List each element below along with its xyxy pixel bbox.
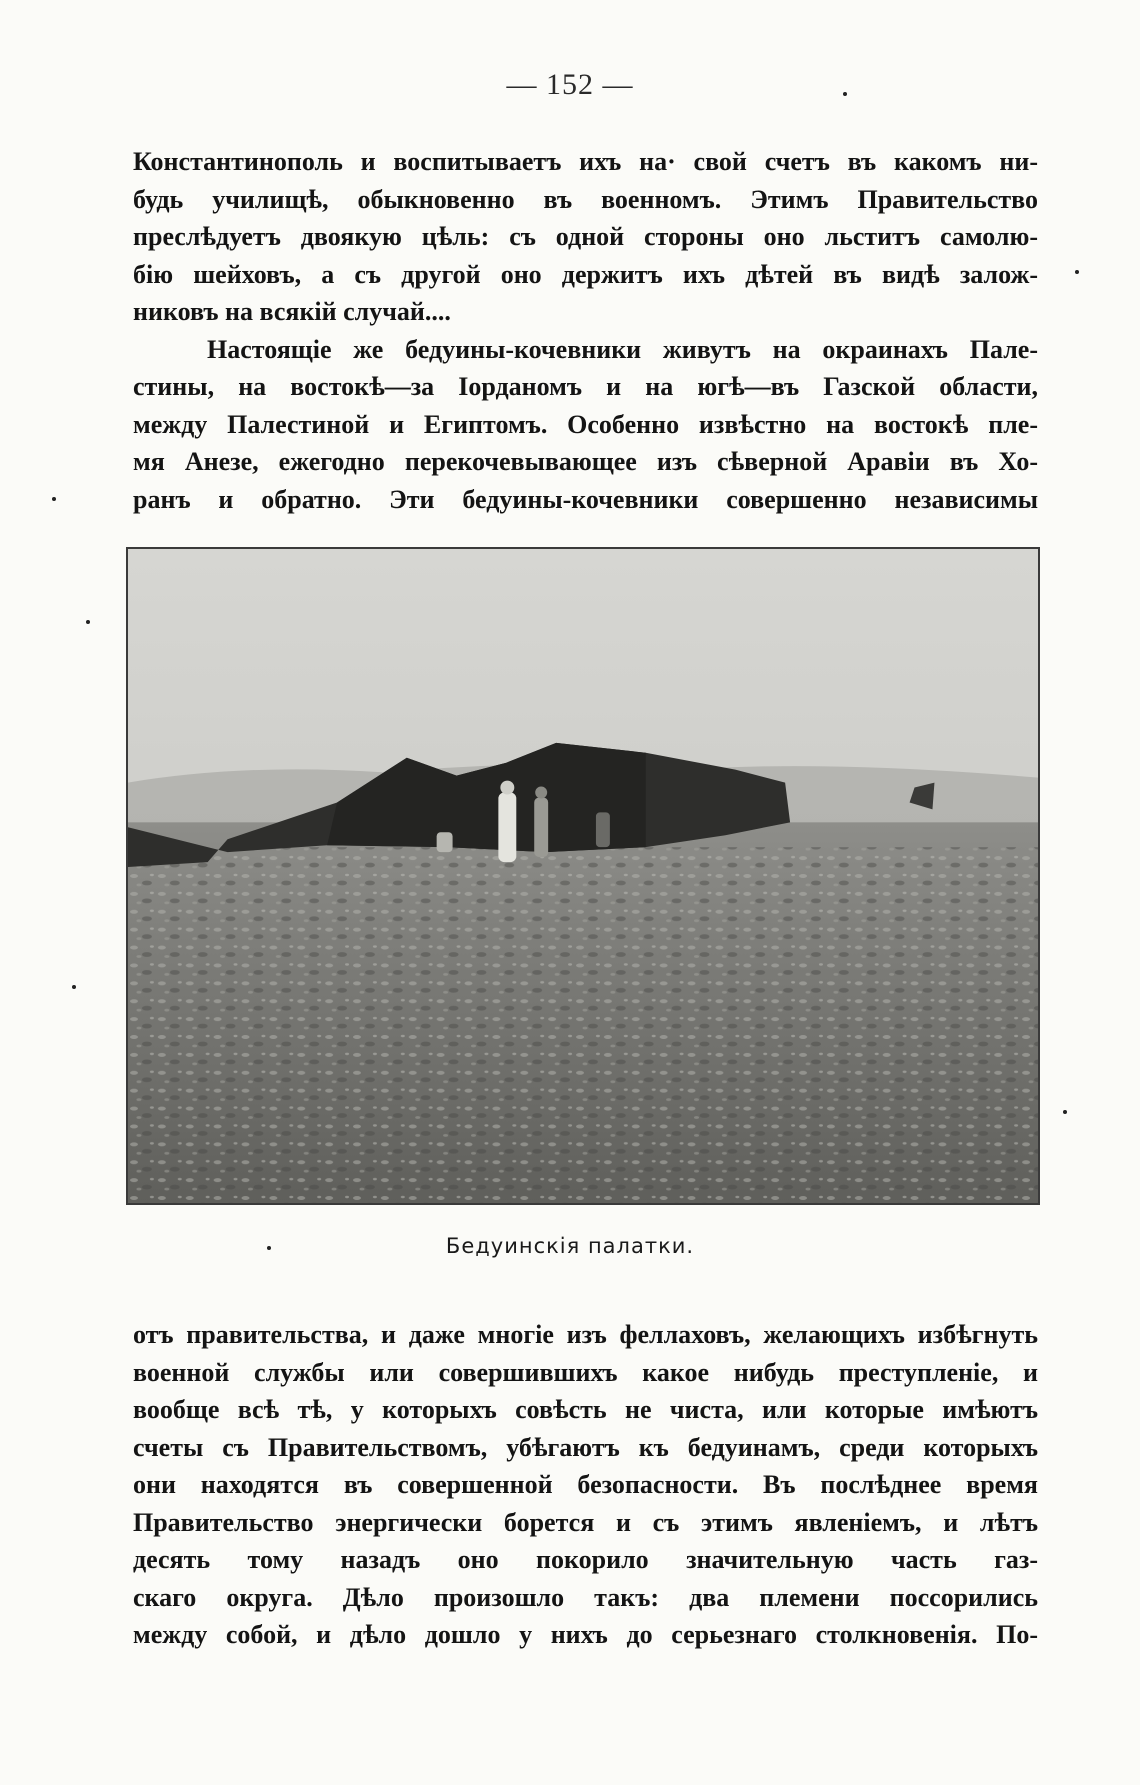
page-number: — 152 —	[506, 68, 634, 101]
text-line: преслѣдуетъ двоякую цѣль: съ одной стороны оно льститъ самолю-	[133, 222, 1038, 251]
text-line: Настоящіе же бедуины-кочевники живутъ на окраинахъ Пале-	[207, 334, 1038, 364]
text-line: отъ правительства, и даже многіе изъ феллаховъ, желающихъ избѣгнуть	[133, 1320, 1038, 1349]
photo-bedouin-tents	[126, 547, 1040, 1205]
print-speck	[843, 92, 847, 96]
text-line: между Палестиной и Египтомъ. Особенно извѣстно на востокѣ пле-	[133, 409, 1038, 439]
text-line: Константинополь и воспитываетъ ихъ на· свой счетъ въ какомъ ни-	[133, 147, 1038, 176]
figure-caption: Бедуинскія палатки.	[445, 1234, 695, 1258]
text-line: никовъ на всякій случай....	[133, 297, 451, 326]
paragraph-block-bottom	[133, 1316, 1038, 1654]
text-line: мя Анезе, ежегодно перекочевывающее изъ сѣверной Аравіи въ Хо-	[133, 447, 1038, 476]
print-speck	[86, 620, 90, 624]
paragraph-block-top	[133, 143, 1038, 518]
print-speck	[1075, 270, 1079, 274]
print-speck	[72, 985, 76, 989]
text-line: ранъ и обратно. Эти бедуины-кочевники совершенно независимы	[133, 484, 1038, 514]
text-line: стины, на востокѣ—за Іорданомъ и на югѣ—въ Газской области,	[133, 372, 1038, 401]
print-speck	[1063, 1110, 1067, 1114]
print-speck	[52, 497, 56, 501]
text-line: десять тому назадъ оно покорило значительную часть газ-	[133, 1545, 1038, 1574]
print-speck	[267, 1246, 271, 1250]
text-line: Правительство энергически борется и съ этимъ явленіемъ, и лѣтъ	[133, 1507, 1038, 1537]
text-line: вообще всѣ тѣ, у которыхъ совѣсть не чиста, или которые имѣютъ	[133, 1395, 1038, 1424]
text-line: будь училищѣ, обыкновенно въ военномъ. Этимъ Правительство	[133, 184, 1038, 214]
text-line: счеты съ Правительствомъ, убѣгаютъ къ бедуинамъ, среди которыхъ	[133, 1432, 1038, 1462]
text-line: скаго округа. Дѣло произошло такъ: два племени поссорились	[133, 1582, 1038, 1612]
text-line: бію шейховъ, а съ другой оно держитъ ихъ дѣтей въ видѣ залож-	[133, 259, 1038, 289]
text-line: они находятся въ совершенной безопасности. Въ послѣднее время	[133, 1470, 1038, 1499]
text-line: между собой, и дѣло дошло у нихъ до серьезнаго столкновенія. По-	[133, 1620, 1038, 1649]
photo-illustration	[128, 549, 1038, 1203]
text-line: военной службы или совершившихъ какое нибудь преступленіе, и	[133, 1357, 1038, 1387]
